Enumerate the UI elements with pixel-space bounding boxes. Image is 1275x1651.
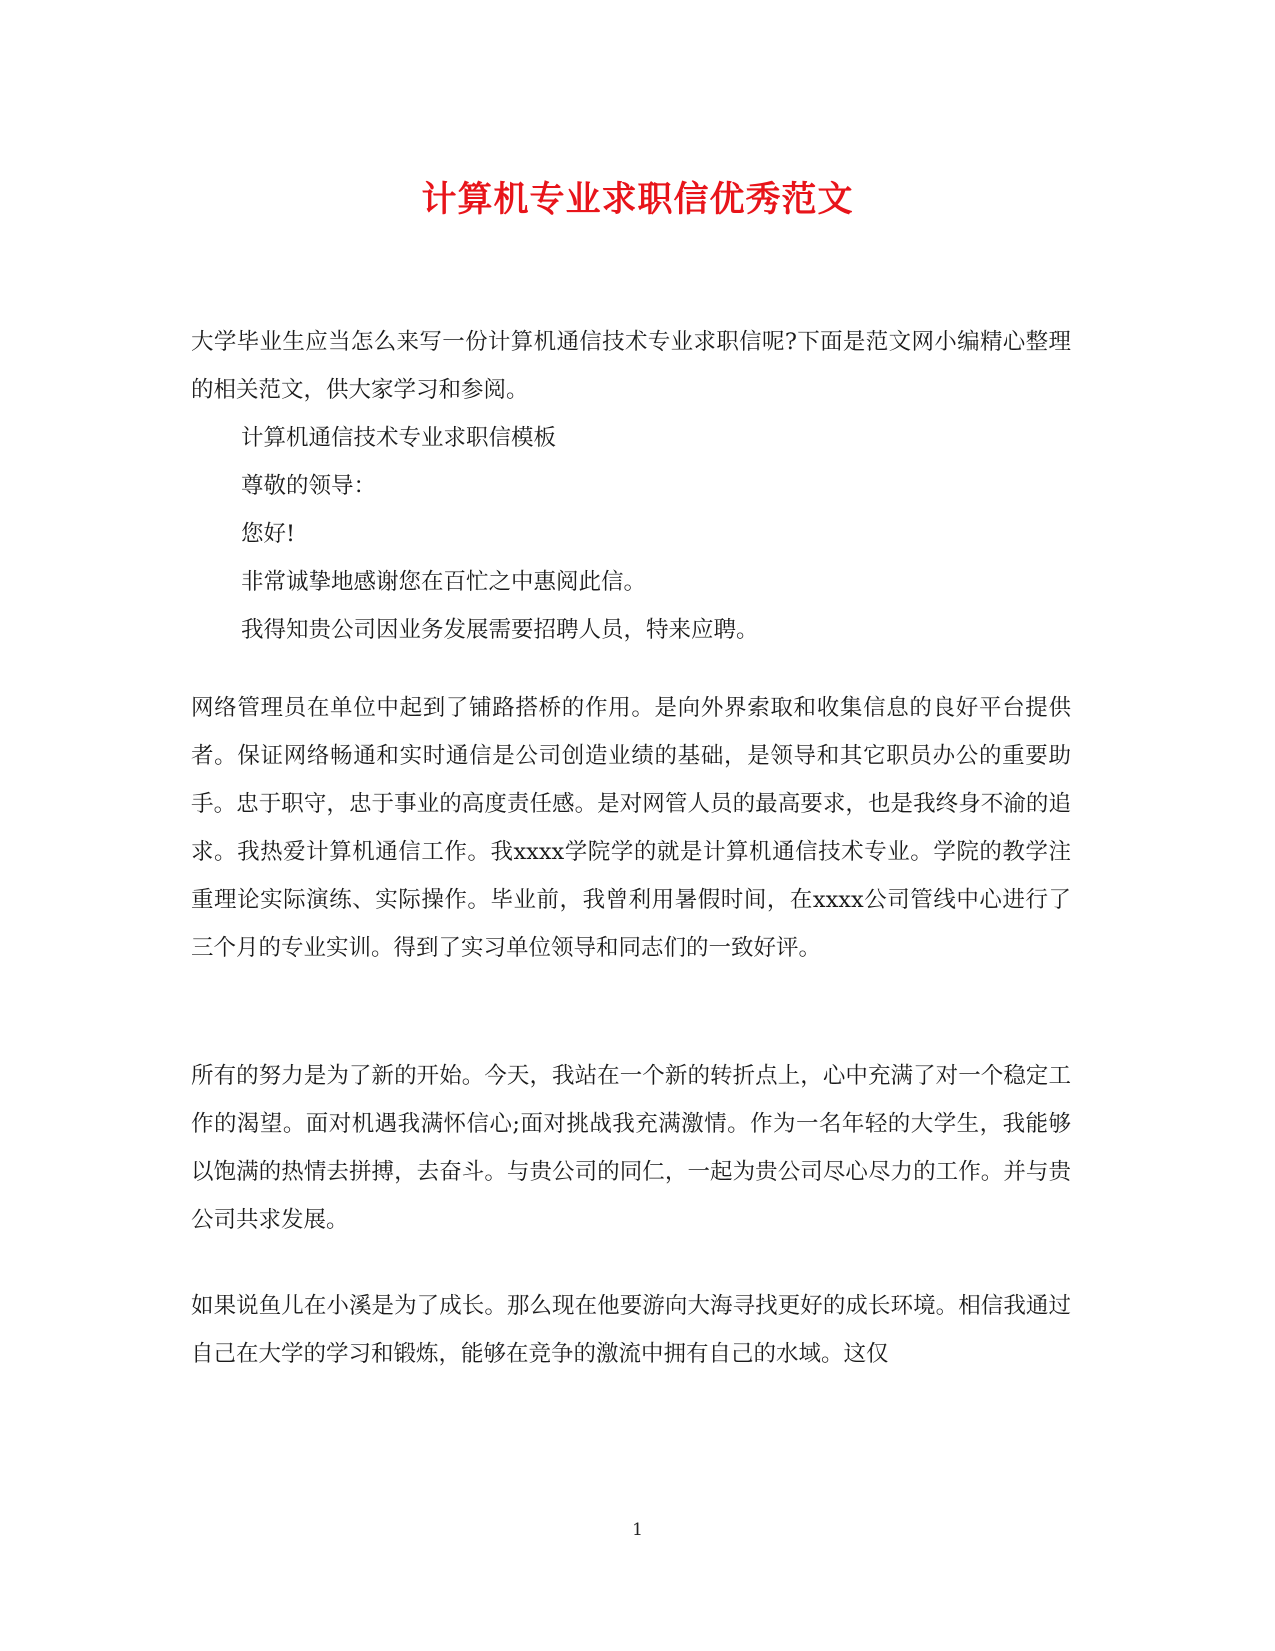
page-title: 计算机专业求职信优秀范文 (421, 179, 854, 220)
page-number: 1 (632, 1520, 643, 1540)
paragraph-fish-analogy: 如果说鱼儿在小溪是为了成长。那么现在他要游向大海寻找更好的成长环境。相信我通过自己在大学的学习和锻炼，能够在竞争的激流中拥有自己的水域。这仅 (191, 1293, 1071, 1367)
paragraph-network-admin: 网络管理员在单位中起到了铺路搭桥的作用。是向外界索取和收集信息的良好平台提供者。保证网络畅通和实时通信是公司创造业绩的基础，是领导和其它职员办公的重要助手。忠于职守，忠于事业的高度责任感。是对网管人员的最高要求，也是我终身不渝的追求。我热爱计算机通信工作。我xxxx学院学的就是计算机通信技术专业。学院的教学注重理论实际演练、实际操作。毕业前，我曾利用暑假时间，在xxxx公司管线中心进行了三个月的专业实训。得到了实习单位领导和同志们的一致好评。 (191, 695, 1071, 961)
letter-template-heading: 计算机通信技术专业求职信模板 (241, 425, 557, 451)
greeting: 您好! (241, 521, 296, 547)
intro-paragraph: 大学毕业生应当怎么来写一份计算机通信技术专业求职信呢?下面是范文网小编精心整理的相关范文，供大家学习和参阅。 (191, 329, 1071, 403)
application-line: 我得知贵公司因业务发展需要招聘人员，特来应聘。 (241, 617, 759, 643)
intro-section (191, 318, 1071, 654)
salutation: 尊敬的领导： (241, 473, 377, 499)
thanks-line: 非常诚挚地感谢您在百忙之中惠阅此信。 (241, 569, 647, 595)
paragraph-new-beginning: 所有的努力是为了新的开始。今天，我站在一个新的转折点上，心中充满了对一个稳定工作的渴望。面对机遇我满怀信心;面对挑战我充满激情。作为一名年轻的大学生，我能够以饱满的热情去拼搏，去奋斗。与贵公司的同仁，一起为贵公司尽心尽力的工作。并与贵公司共求发展。 (191, 1063, 1071, 1233)
